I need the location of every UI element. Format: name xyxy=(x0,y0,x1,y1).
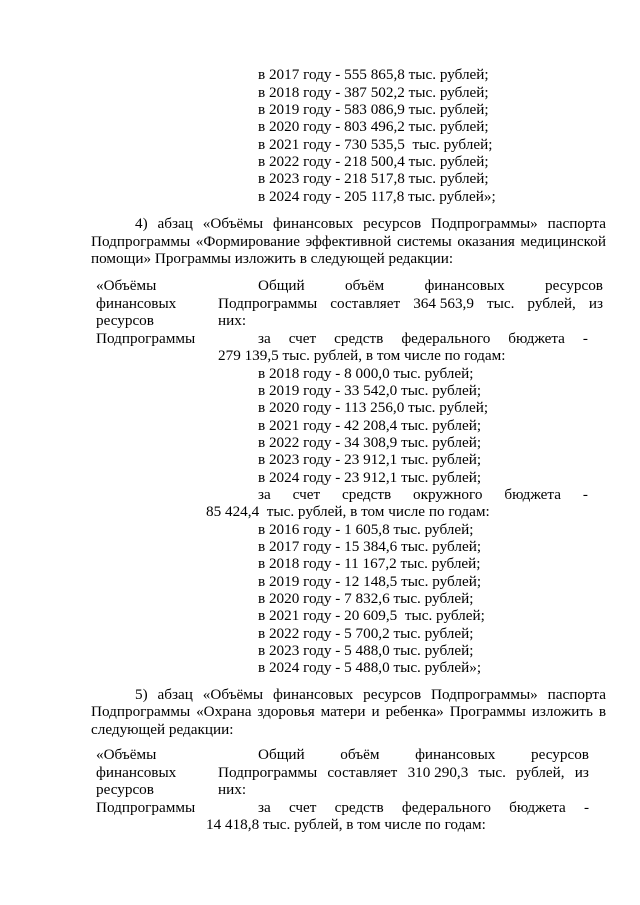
list-item: в 2023 году - 5 488,0 тыс. рублей; xyxy=(258,642,474,659)
list-item: в 2020 году - 113 256,0 тыс. рублей; xyxy=(258,399,489,416)
list-item: в 2018 году - 8 000,0 тыс. рублей; xyxy=(258,365,474,382)
list-item: в 2017 году - 555 865,8 тыс. рублей; xyxy=(258,66,489,83)
total-line: Подпрограммы составляет 310 290,3 тыс. рублей, из xyxy=(218,764,589,781)
list-item: в 2023 году - 23 912,1 тыс. рублей; xyxy=(258,451,482,468)
list-item: в 2018 году - 387 502,2 тыс. рублей; xyxy=(258,84,489,101)
paragraph-line: Подпрограммы «Формирование эффективной системы оказания медицинской xyxy=(91,233,606,250)
list-item: в 2021 году - 730 535,5 тыс. рублей; xyxy=(258,136,493,153)
paragraph-line: Подпрограммы «Охрана здоровья матери и ребенка» Программы изложить в xyxy=(91,703,606,720)
list-item: в 2022 году - 218 500,4 тыс. рублей; xyxy=(258,153,489,170)
document-page: в 2017 году - 555 865,8 тыс. рублей; в 2018 году - 387 502,2 тыс. рублей; в 2019 году - 583 086,9 тыс. рублей; в 2020 году - 803 496,2 тыс. рублей; в 2021 году - 730 535,5 тыс. рублей; в 2022 году - 218 500,4 тыс. рублей; в 2023 году - 218 517,8 тыс. рублей; в 2024 году - 205 117,8 тыс. рублей»; 4) абзац «Объёмы финансовых ресурсов Подпрограммы» паспорта Подпрограммы «Формирование эффективной системы оказания медицинской помощи» Программы изложить в следующей редакции: «Объёмы финансовых ресурсов Подпрограммы Общий объём финансовых ресурсов Подпрограммы составляет 364 563,9 тыс. рублей, из них: за счет средств федерального бюджета - 279 139,5 тыс. рублей, в том числе по годам: в 2018 году - 8 000,0 тыс. рублей; в 2019 году - 33 542,0 тыс. рублей; в 2020 году - 113 256,0 тыс. рублей; в 2021 году - 42 208,4 тыс. рублей; в 2022 году - 34 308,9 тыс. рублей; в 2023 году - 23 912,1 тыс. рублей; в 2024 году - 23 912,1 тыс. рублей; за счет средств окружного бюджета - 85 424,4 тыс. рублей, в том числе по годам: в 2016 году - 1 605,8 тыс. рублей; в 2017 году - 15 384,6 тыс. рублей; в 2018 году - 11 167,2 тыс. рублей; в 2019 году - 12 148,5 тыс. рублей; в 2020 году - 7 832,6 тыс. рублей; в 2021 году - 20 609,5 тыс. рублей; в 2022 году - 5 700,2 тыс. рублей; в 2023 году - 5 488,0 тыс. рублей; в 2024 году - 5 488,0 тыс. рублей»; 5) абзац «Объёмы финансовых ресурсов Подпрограммы» паспорта Подпрограммы «Охрана здоровья матери и ребенка» Программы изложить в следующей редакции: «Объёмы финансовых ресурсов Подпрограммы Общий объём финансовых ресурсов Подпрограммы составляет 310 290,3 тыс. рублей, из них: за счет средств федерального бюджета - 14 418,8 тыс. рублей, в том числе по годам: xyxy=(91,66,606,833)
list-item: в 2020 году - 7 832,6 тыс. рублей; xyxy=(258,590,474,607)
list-item: в 2019 году - 583 086,9 тыс. рублей; xyxy=(258,101,489,118)
list-item: в 2019 году - 33 542,0 тыс. рублей; xyxy=(258,382,482,399)
paragraph-line: помощи» Программы изложить в следующей редакции: xyxy=(91,250,454,267)
total-line: Общий объём финансовых ресурсов xyxy=(258,746,589,763)
federal-budget-line: за счет средств федерального бюджета - xyxy=(258,330,588,347)
list-item: в 2021 году - 20 609,5 тыс. рублей; xyxy=(258,607,485,624)
paragraph-line: следующей редакции: xyxy=(91,721,234,738)
paragraph-line: 4) абзац «Объёмы финансовых ресурсов Подпрограммы» паспорта xyxy=(135,215,606,232)
list-item: в 2024 году - 5 488,0 тыс. рублей»; xyxy=(258,659,482,676)
list-item: в 2017 году - 15 384,6 тыс. рублей; xyxy=(258,538,482,555)
paragraph-line: 5) абзац «Объёмы финансовых ресурсов Подпрограммы» паспорта xyxy=(135,686,606,703)
list-item: в 2023 году - 218 517,8 тыс. рублей; xyxy=(258,170,489,187)
total-line: Общий объём финансовых ресурсов xyxy=(258,277,603,294)
list-item: в 2020 году - 803 496,2 тыс. рублей; xyxy=(258,118,489,135)
list-item: в 2021 году - 42 208,4 тыс. рублей; xyxy=(258,417,482,434)
list-item: в 2024 году - 205 117,8 тыс. рублей»; xyxy=(258,188,496,205)
list-item: в 2022 году - 5 700,2 тыс. рублей; xyxy=(258,625,474,642)
federal-budget-line: за счет средств федерального бюджета - xyxy=(258,799,589,816)
district-budget-line: за счет средств окружного бюджета - xyxy=(258,486,588,503)
list-item: в 2024 году - 23 912,1 тыс. рублей; xyxy=(258,469,482,486)
list-item: в 2019 году - 12 148,5 тыс. рублей; xyxy=(258,573,482,590)
list-item: в 2016 году - 1 605,8 тыс. рублей; xyxy=(258,521,474,538)
list-item: в 2022 году - 34 308,9 тыс. рублей; xyxy=(258,434,482,451)
list-item: в 2018 году - 11 167,2 тыс. рублей; xyxy=(258,555,481,572)
total-line: Подпрограммы составляет 364 563,9 тыс. рублей, из xyxy=(218,295,603,312)
